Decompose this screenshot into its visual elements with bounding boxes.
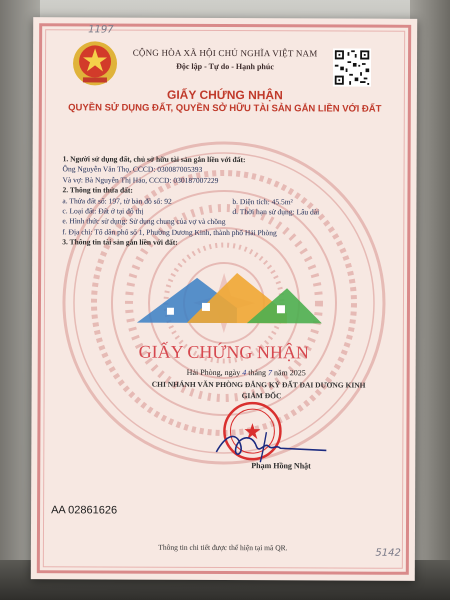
serial-number: AA 02861626	[51, 504, 118, 517]
assets-heading: 3. Thông tin tài sản gắn liền với đất:	[62, 237, 178, 248]
date-year: năm 2025	[274, 368, 306, 378]
national-emblem-icon	[71, 39, 119, 87]
qr-code	[333, 48, 371, 86]
parcel-duration: d. Thời hạn sử dụng: Lâu dài	[232, 207, 320, 217]
national-motto: Độc lập - Tự do - Hạnh phúc	[176, 61, 274, 72]
nation-name: CỘNG HÒA XÃ HỘI CHỦ NGHĨA VIỆT NAM	[132, 47, 318, 59]
owner-heading: 1. Người sử dụng đất, chủ sở hữu tài sản gắn liền với đất:	[62, 154, 246, 165]
issuing-office: CHI NHÁNH VĂN PHÒNG ĐĂNG KÝ ĐẤT ĐAI DƯƠNG KINH	[151, 379, 366, 390]
pencil-mark-top: 1197	[88, 24, 114, 36]
qr-note: Thông tin chi tiết được thể hiện tại mã QR.	[158, 542, 288, 553]
date-month: 7	[268, 368, 273, 378]
owner-section	[62, 154, 386, 249]
signer-role: GIÁM ĐỐC	[241, 391, 282, 401]
signer-name: Phạm Hồng Nhật	[251, 461, 311, 471]
parcel-land-type: c. Loại đất: Đất ở tại đô thị	[62, 206, 144, 216]
parcel-number: a. Thửa đất số: 197, tờ bản đồ số: 92	[62, 195, 172, 206]
owner-person-1: Ông Nguyễn Văn Thọ, CCCD: 030087005393	[62, 164, 203, 175]
parcel-address: f. Địa chỉ: Tổ dân phố số 1, Phường Dương Kinh, thành phố Hải Phòng	[62, 227, 277, 238]
handwritten-signature	[206, 424, 336, 465]
parcel-usage-form: e. Hình thức sử dụng: Sử dụng chung của vợ và chồng	[62, 216, 226, 227]
date-prefix: Hải Phòng, ngày	[186, 367, 241, 378]
certificate-title: GIẤY CHỨNG NHẬN	[166, 87, 283, 103]
pencil-mark-bottom: 5142	[375, 547, 401, 559]
parcel-area: b. Diện tích: 45.5m²	[232, 196, 293, 206]
date-day: 4	[242, 368, 247, 378]
date-month-prefix: tháng	[248, 368, 267, 378]
owner-person-2: Và vợ: Bà Nguyễn Thị Hảo, CCCD: 030187007229	[62, 175, 219, 185]
parcel-heading: 2. Thông tin thửa đất:	[62, 185, 133, 195]
certificate-subtitle: QUYỀN SỬ DỤNG ĐẤT, QUYỀN SỞ HỮU TÀI SẢN GẮN LIỀN VỚI ĐẤT	[68, 102, 382, 115]
watermark-title: GIẤY CHỨNG NHẬN	[138, 341, 309, 363]
certificate-paper	[31, 17, 417, 581]
signing-date	[187, 368, 306, 378]
house-logo-icon	[127, 253, 327, 334]
